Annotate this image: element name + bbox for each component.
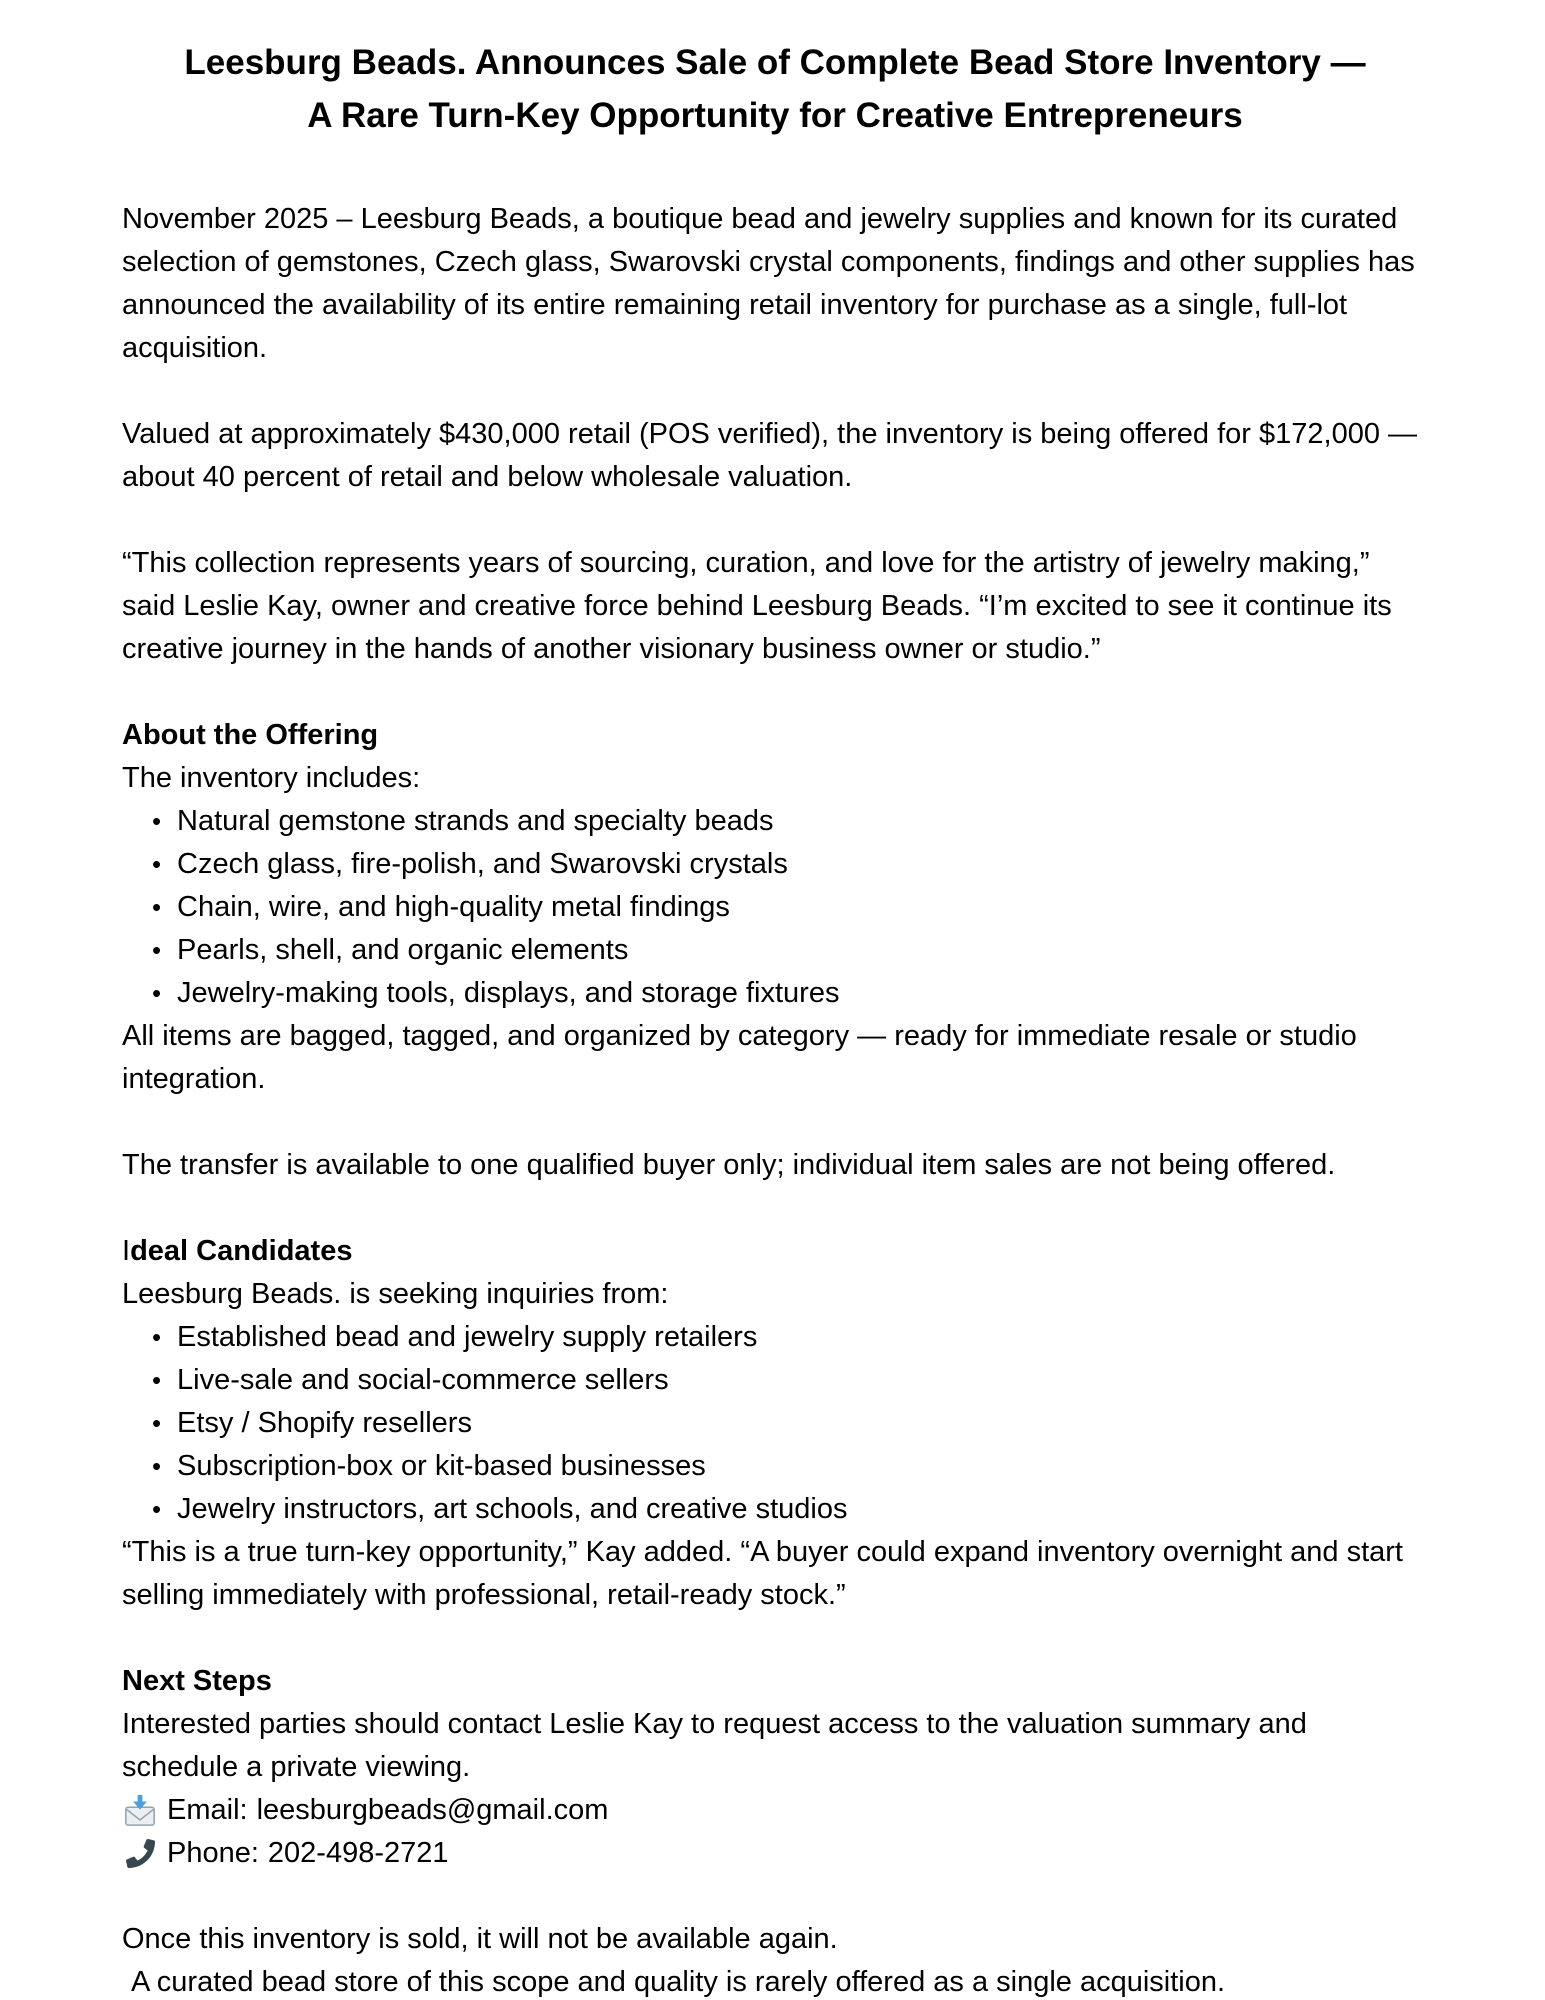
list-item: • Live-sale and social-commerce sellers (122, 1359, 1428, 1402)
list-item: • Etsy / Shopify resellers (122, 1402, 1428, 1445)
email-label: Email: (167, 1794, 248, 1826)
about-offering-lead: The inventory includes: (122, 762, 421, 794)
document-title-line-2: A Rare Turn-Key Opportunity for Creative Entrepreneurs (307, 96, 1243, 135)
list-item: • Pearls, shell, and organic elements (122, 929, 1428, 972)
transfer-note: The transfer is available to one qualified buyer only; individual item sales are not being offered. (122, 1149, 1336, 1181)
phone-value: 202-498-2721 (267, 1837, 449, 1869)
email-value: leesburgbeads@gmail.com (256, 1794, 609, 1826)
intro-paragraph-2: Valued at approximately $430,000 retail (POS verified), the inventory is being offered for $172,000 — about 40 percent of retail and below wholesale valuation. (122, 418, 1418, 493)
email-line (122, 1789, 1428, 1832)
closing-line-2: A curated bead store of this scope and quality is rarely offered as a single acquisition. (131, 1966, 1226, 1998)
list-item: • Jewelry instructors, art schools, and creative studios (122, 1488, 1428, 1531)
intro-paragraph-1: November 2025 – Leesburg Beads, a boutique bead and jewelry supplies and known for its curated selection of gemstones, Czech glass, Swarovski crystal components, findings and other supplies has announced the availability of its entire remaining retail inventory for purchase as a single, full-lot acquisition. (122, 203, 1415, 364)
phone-line (122, 1832, 1428, 1875)
heading-rest: deal Candidates (130, 1235, 353, 1267)
ideal-candidates-lead: Leesburg Beads. is seeking inquiries from: (122, 1278, 669, 1310)
ideal-candidates-list (122, 1316, 1428, 1531)
document-title (122, 36, 1428, 142)
ideal-candidates-quote: “This is a true turn-key opportunity,” Kay added. “A buyer could expand inventory overnight and start selling immediately with professional, retail-ready stock.” (122, 1536, 1403, 1611)
incoming-envelope-icon (122, 1793, 158, 1829)
section-heading-about-the-offering: About the Offering (122, 719, 379, 751)
list-item: • Chain, wire, and high-quality metal findings (122, 886, 1428, 929)
telephone-receiver-icon (122, 1836, 158, 1872)
list-item: • Natural gemstone strands and specialty beads (122, 800, 1428, 843)
phone-label: Phone: (167, 1837, 259, 1869)
heading-initial-letter: I (122, 1235, 131, 1267)
list-item: • Established bead and jewelry supply retailers (122, 1316, 1428, 1359)
intro-paragraph-3-quote: “This collection represents years of sourcing, curation, and love for the artistry of jewelry making,” said Leslie Kay, owner and creative force behind Leesburg Beads. “I’m excited to see it continue its creative journey in the hands of another visionary business owner or studio.” (122, 547, 1392, 665)
next-steps-body: Interested parties should contact Leslie Kay to request access to the valuation summary and schedule a private viewing. (122, 1708, 1307, 1783)
list-item: • Czech glass, fire-polish, and Swarovski crystals (122, 843, 1428, 886)
about-offering-after-bullets: All items are bagged, tagged, and organized by category — ready for immediate resale or studio integration. (122, 1020, 1357, 1095)
section-heading-ideal-candidates (122, 1230, 1428, 1273)
list-item: • Jewelry-making tools, displays, and storage fixtures (122, 972, 1428, 1015)
document-title-line-1: Leesburg Beads. Announces Sale of Complete Bead Store Inventory — (184, 43, 1366, 82)
section-heading-next-steps: Next Steps (122, 1665, 272, 1697)
about-offering-list (122, 800, 1428, 1015)
list-item: • Subscription-box or kit-based businesses (122, 1445, 1428, 1488)
document-content (122, 36, 1428, 2000)
closing-line-1: Once this inventory is sold, it will not be available again. (122, 1923, 838, 1955)
